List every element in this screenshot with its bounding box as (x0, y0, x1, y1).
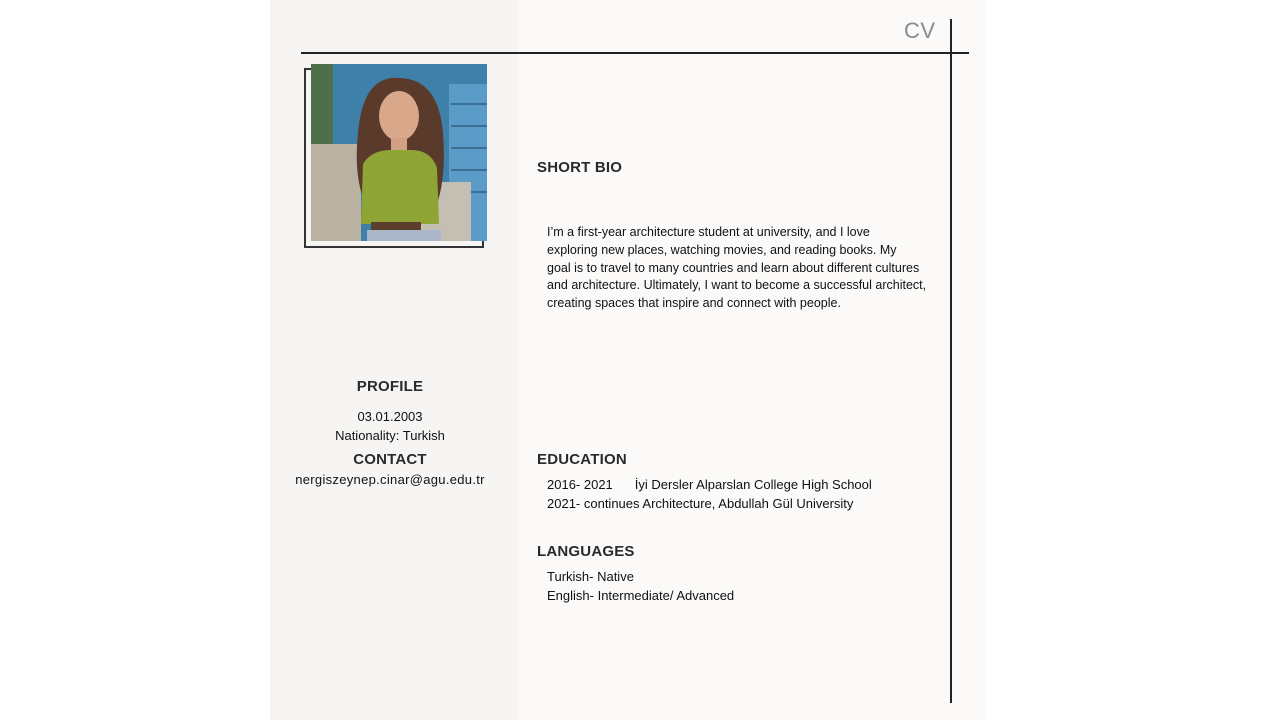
birthdate: 03.01.2003 (357, 409, 423, 424)
bio-line: exploring new places, watching movies, and reading books. My (547, 242, 897, 257)
education-school: İyi Dersler Alparslan College High School (634, 477, 872, 492)
languages-heading: LANGUAGES (537, 543, 635, 560)
nationality: Nationality: Turkish (335, 428, 445, 443)
bio-heading: SHORT BIO (537, 159, 623, 176)
cv-title: CV (904, 18, 936, 43)
vertical-rule (950, 19, 952, 703)
horizontal-rule (301, 52, 969, 54)
education-years: 2021- continues (547, 496, 640, 511)
education-entry (547, 495, 853, 513)
education-school: Architecture, Abdullah Gül University (642, 496, 854, 511)
bio-line: I’m a first-year architecture student at university, and I love (547, 225, 870, 239)
bio-line: creating spaces that inspire and connect with people. (547, 296, 841, 311)
language-item: Turkish- Native (547, 569, 634, 584)
profile-photo (311, 64, 487, 241)
language-item: English- Intermediate/ Advanced (547, 588, 735, 603)
education-entry (547, 476, 872, 494)
education-heading: EDUCATION (537, 451, 627, 468)
bio-line: goal is to travel to many countries and learn about different cultures (547, 260, 920, 275)
contact-heading: CONTACT (353, 451, 427, 468)
education-years: 2016- 2021 (547, 477, 613, 492)
bio-line: and architecture. Ultimately, I want to become a successful architect, (547, 278, 927, 293)
email-link[interactable]: nergiszeynep.cinar@agu.edu.tr (295, 472, 485, 487)
bio-text (547, 224, 949, 313)
profile-heading: PROFILE (356, 378, 424, 395)
